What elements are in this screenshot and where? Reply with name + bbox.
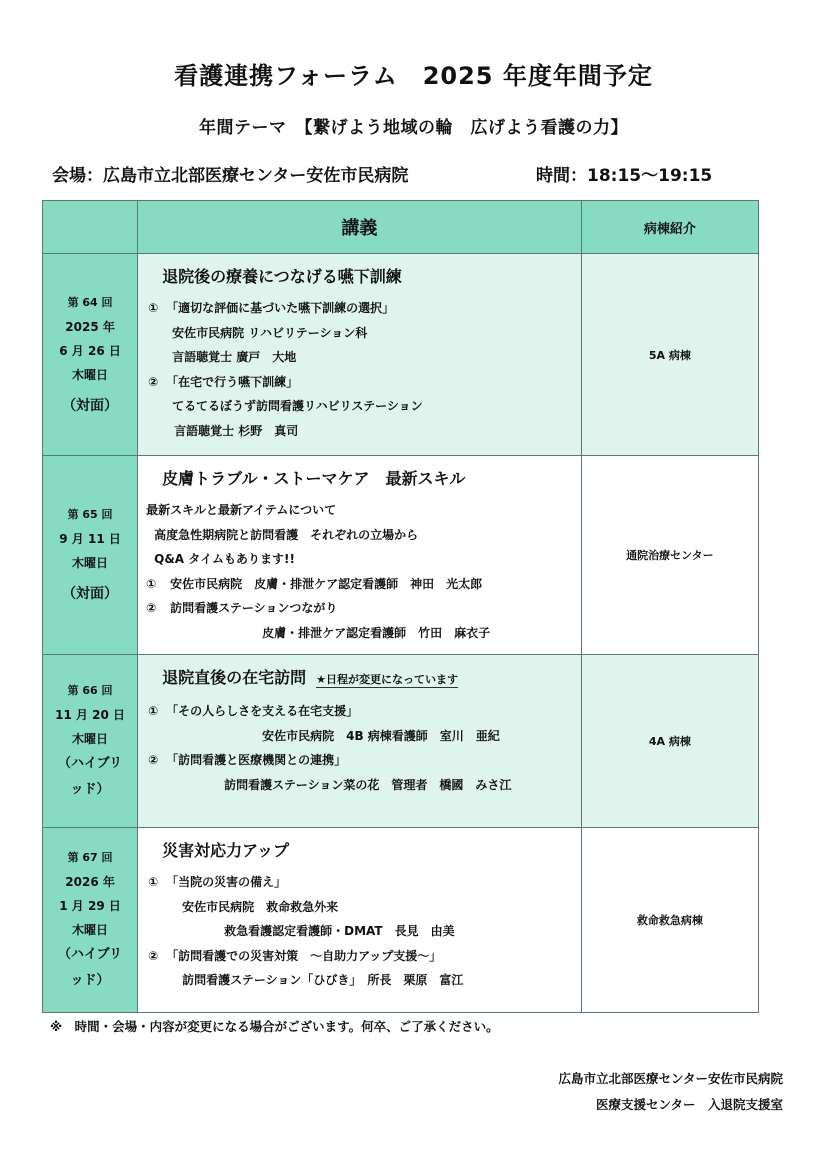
venue-time-line (52, 161, 752, 186)
item-number: ② (146, 601, 157, 615)
talk-title: 「適切な評価に基づいた嚥下訓練の選択」 (166, 301, 395, 315)
annual-theme: 年間テーマ 【繋げよう地域の輪 広げよう看護の力】 (199, 118, 628, 138)
session-number: 第 64 回 (67, 295, 113, 309)
session-year: 2026 年 (65, 875, 115, 889)
speaker-affiliation: 安佐市民病院 救命救急外来 (182, 899, 339, 914)
time: 時間：18:15～19:15 (536, 166, 713, 186)
session-number: 第 67 回 (67, 851, 113, 864)
lecture-title: 災害対応力アップ (162, 841, 290, 860)
speaker-name: 救急看護認定看護師・DMAT 長見 由美 (224, 924, 455, 938)
talk-title: 「その人らしさを支える在宅支援」 (166, 704, 359, 718)
session-date-cell (43, 828, 138, 1013)
session-mode-line1: （ハイブリ (58, 947, 123, 962)
session-date: 1 月 29 日 (59, 899, 121, 913)
talk-title: 「訪問看護での災害対策 ～自助力アップ支援～」 (166, 948, 442, 963)
speaker-name: 皮膚・排泄ケア認定看護師 竹田 麻衣子 (262, 625, 491, 640)
session-mode-line1: （ハイブリ (58, 756, 123, 771)
session-date-cell (43, 655, 138, 828)
session-mode: （対面） (62, 397, 119, 414)
talk-title: 「訪問看護と医療機関との連携」 (166, 753, 347, 767)
organization-department: 医療支援センター 入退院支援室 (595, 1097, 783, 1112)
speaker-affiliation: 安佐市民病院 リハビリテーション科 (172, 325, 368, 340)
session-date-cell (43, 456, 138, 655)
session-mode-line2: ッド） (70, 782, 110, 797)
session-date: 9 月 11 日 (59, 532, 121, 546)
item-number: ② (148, 374, 159, 389)
lecture-description: Q&A タイムもあります!! (154, 552, 295, 566)
header-lecture: 講義 (138, 201, 582, 254)
session-date-cell (43, 254, 138, 456)
session-mode-line2: ッド） (70, 973, 110, 988)
page-title: 看護連携フォーラム 2025 年度年間予定 (174, 62, 653, 90)
session-date: 11 月 20 日 (55, 708, 126, 722)
lecture-title: 退院直後の在宅訪問 (162, 668, 307, 687)
lecture-description: 高度急性期病院と訪問看護 それぞれの立場から (154, 527, 419, 542)
item-number: ① (148, 301, 159, 315)
item-number: ② (148, 948, 159, 963)
speaker-name: 言語聴覚士 杉野 真司 (174, 423, 299, 438)
ward-intro-cell: 4A 病棟 (581, 655, 758, 828)
lecture-description: 最新スキルと最新アイテムについて (146, 503, 337, 517)
lecture-cell (138, 655, 582, 828)
header-date (43, 201, 138, 254)
lecture-cell (138, 254, 582, 456)
session-date: 6 月 26 日 (59, 343, 121, 358)
lecture-cell (138, 828, 582, 1013)
item-number: ① (148, 875, 159, 889)
speaker: 安佐市民病院 4B 病棟看護師 室川 亜紀 (262, 728, 500, 743)
speaker-name: 言語聴覚士 廣戸 大地 (172, 350, 297, 364)
table-row-session-65 (43, 456, 759, 655)
table-row-session-66 (43, 655, 759, 828)
organization-block (558, 1066, 783, 1118)
session-number: 第 65 回 (67, 508, 113, 521)
lecture-title-wrap (162, 665, 573, 693)
speaker-affiliation: てるてるぼうず訪問看護リハビリステーション (172, 399, 423, 413)
item-number: ② (148, 753, 159, 767)
session-mode: （対面） (62, 586, 119, 602)
speaker: 訪問看護ステーション菜の花 管理者 橋國 みさ江 (224, 777, 512, 792)
item-number: ① (146, 576, 157, 591)
session-weekday: 木曜日 (72, 923, 109, 937)
schedule-table (42, 200, 759, 1013)
header-ward-intro: 病棟紹介 (581, 201, 758, 254)
schedule-change-notice: ★日程が変更になっています (316, 673, 459, 686)
lecture-title: 退院後の療養につなげる嚥下訓練 (162, 267, 402, 286)
session-number: 第 66 回 (67, 684, 113, 697)
session-weekday: 木曜日 (72, 732, 109, 746)
speaker: 安佐市民病院 皮膚・排泄ケア認定看護師 神田 光太郎 (170, 576, 483, 591)
session-weekday: 木曜日 (72, 556, 109, 570)
table-row-session-67 (43, 828, 759, 1013)
lecture-cell (138, 456, 582, 655)
organization-name: 広島市立北部医療センター安佐市民病院 (558, 1071, 783, 1086)
ward-intro-cell: 5A 病棟 (581, 254, 758, 456)
ward-intro-cell: 救命救急病棟 (581, 828, 758, 1013)
item-number: ① (148, 704, 159, 718)
talk-title: 「当院の災害の備え」 (166, 875, 287, 889)
table-row-session-64 (43, 254, 759, 456)
session-year: 2025 年 (65, 319, 115, 334)
footnote: ※ 時間・会場・内容が変更になる場合がございます。何卒、ご了承ください。 (50, 1019, 499, 1034)
speaker-affiliation: 訪問看護ステーションつながり (170, 601, 338, 615)
venue: 会場：広島市立北部医療センター安佐市民病院 (52, 166, 409, 186)
ward-intro-cell: 通院治療センター (581, 456, 758, 655)
speaker: 訪問看護ステーション「ひびき」 所長 栗原 富江 (182, 973, 464, 987)
table-header-row (43, 201, 759, 254)
talk-title: 「在宅で行う嚥下訓練」 (166, 374, 299, 389)
session-weekday: 木曜日 (72, 367, 109, 382)
lecture-title: 皮膚トラブル・ストーマケア 最新スキル (162, 469, 466, 488)
